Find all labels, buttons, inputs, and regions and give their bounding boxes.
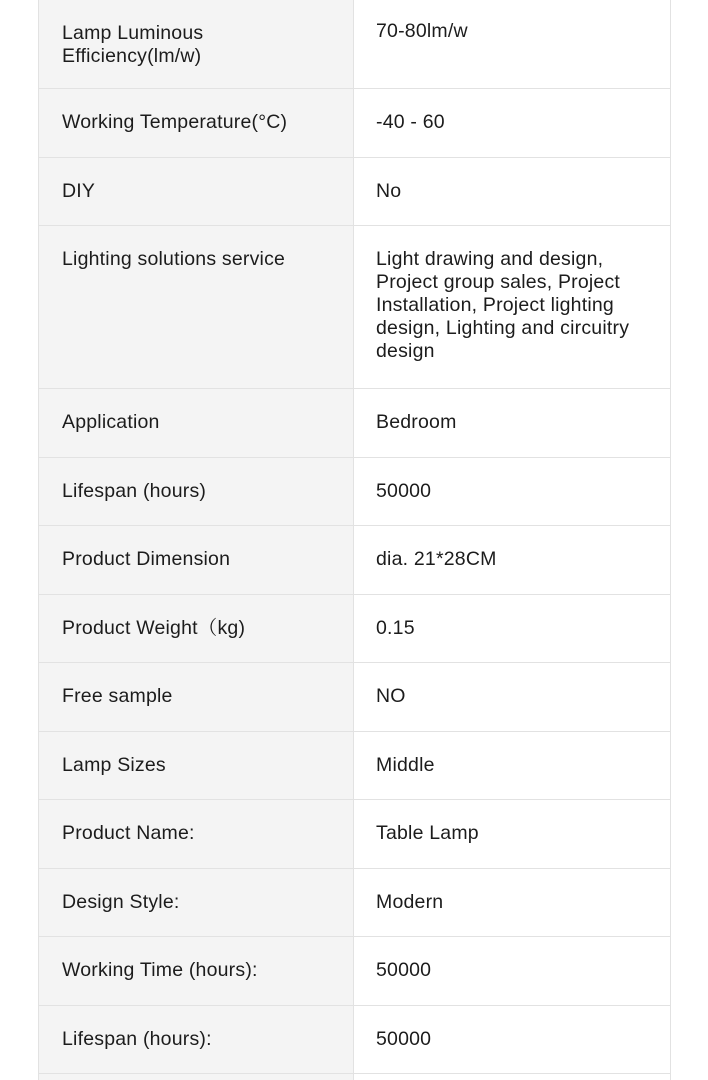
table-row bbox=[39, 226, 670, 389]
table-row bbox=[39, 0, 670, 89]
spec-value: 0.15 bbox=[354, 595, 670, 663]
spec-label: Lamp Luminous Efficiency(lm/w) bbox=[39, 0, 354, 88]
spec-value: 50000 bbox=[354, 1006, 670, 1074]
spec-label: Lifespan (hours): bbox=[39, 1006, 354, 1074]
table-row bbox=[39, 458, 670, 527]
spec-label-empty bbox=[39, 1074, 354, 1080]
table-row bbox=[39, 595, 670, 664]
spec-value-empty bbox=[354, 1074, 670, 1080]
spec-label: Working Temperature(°C) bbox=[39, 89, 354, 157]
spec-value: Bedroom bbox=[354, 389, 670, 457]
spec-label: Product Weight（kg) bbox=[39, 595, 354, 663]
table-row bbox=[39, 158, 670, 227]
table-row bbox=[39, 800, 670, 869]
table-row bbox=[39, 89, 670, 158]
spec-label: Application bbox=[39, 389, 354, 457]
table-row bbox=[39, 389, 670, 458]
spec-value: -40 - 60 bbox=[354, 89, 670, 157]
table-row bbox=[39, 1074, 670, 1080]
table-row bbox=[39, 732, 670, 801]
spec-label: Product Dimension bbox=[39, 526, 354, 594]
spec-value: Table Lamp bbox=[354, 800, 670, 868]
spec-label: Product Name: bbox=[39, 800, 354, 868]
spec-value: Middle bbox=[354, 732, 670, 800]
spec-label: Lighting solutions service bbox=[39, 226, 354, 388]
spec-value: dia. 21*28CM bbox=[354, 526, 670, 594]
table-row bbox=[39, 1006, 670, 1075]
spec-label: DIY bbox=[39, 158, 354, 226]
spec-value: 50000 bbox=[354, 937, 670, 1005]
spec-label: Working Time (hours): bbox=[39, 937, 354, 1005]
table-row bbox=[39, 663, 670, 732]
spec-value: 50000 bbox=[354, 458, 670, 526]
table-row bbox=[39, 869, 670, 938]
spec-value: Modern bbox=[354, 869, 670, 937]
spec-value: No bbox=[354, 158, 670, 226]
spec-table bbox=[38, 0, 671, 1080]
spec-label: Design Style: bbox=[39, 869, 354, 937]
spec-value: NO bbox=[354, 663, 670, 731]
table-row bbox=[39, 526, 670, 595]
spec-value: Light drawing and design, Project group sales, Project Installation, Project lighting design, Lighting and circuitry design bbox=[354, 226, 670, 388]
spec-value: 70-80lm/w bbox=[354, 0, 670, 88]
spec-label: Lifespan (hours) bbox=[39, 458, 354, 526]
spec-label: Free sample bbox=[39, 663, 354, 731]
spec-label: Lamp Sizes bbox=[39, 732, 354, 800]
table-row bbox=[39, 937, 670, 1006]
